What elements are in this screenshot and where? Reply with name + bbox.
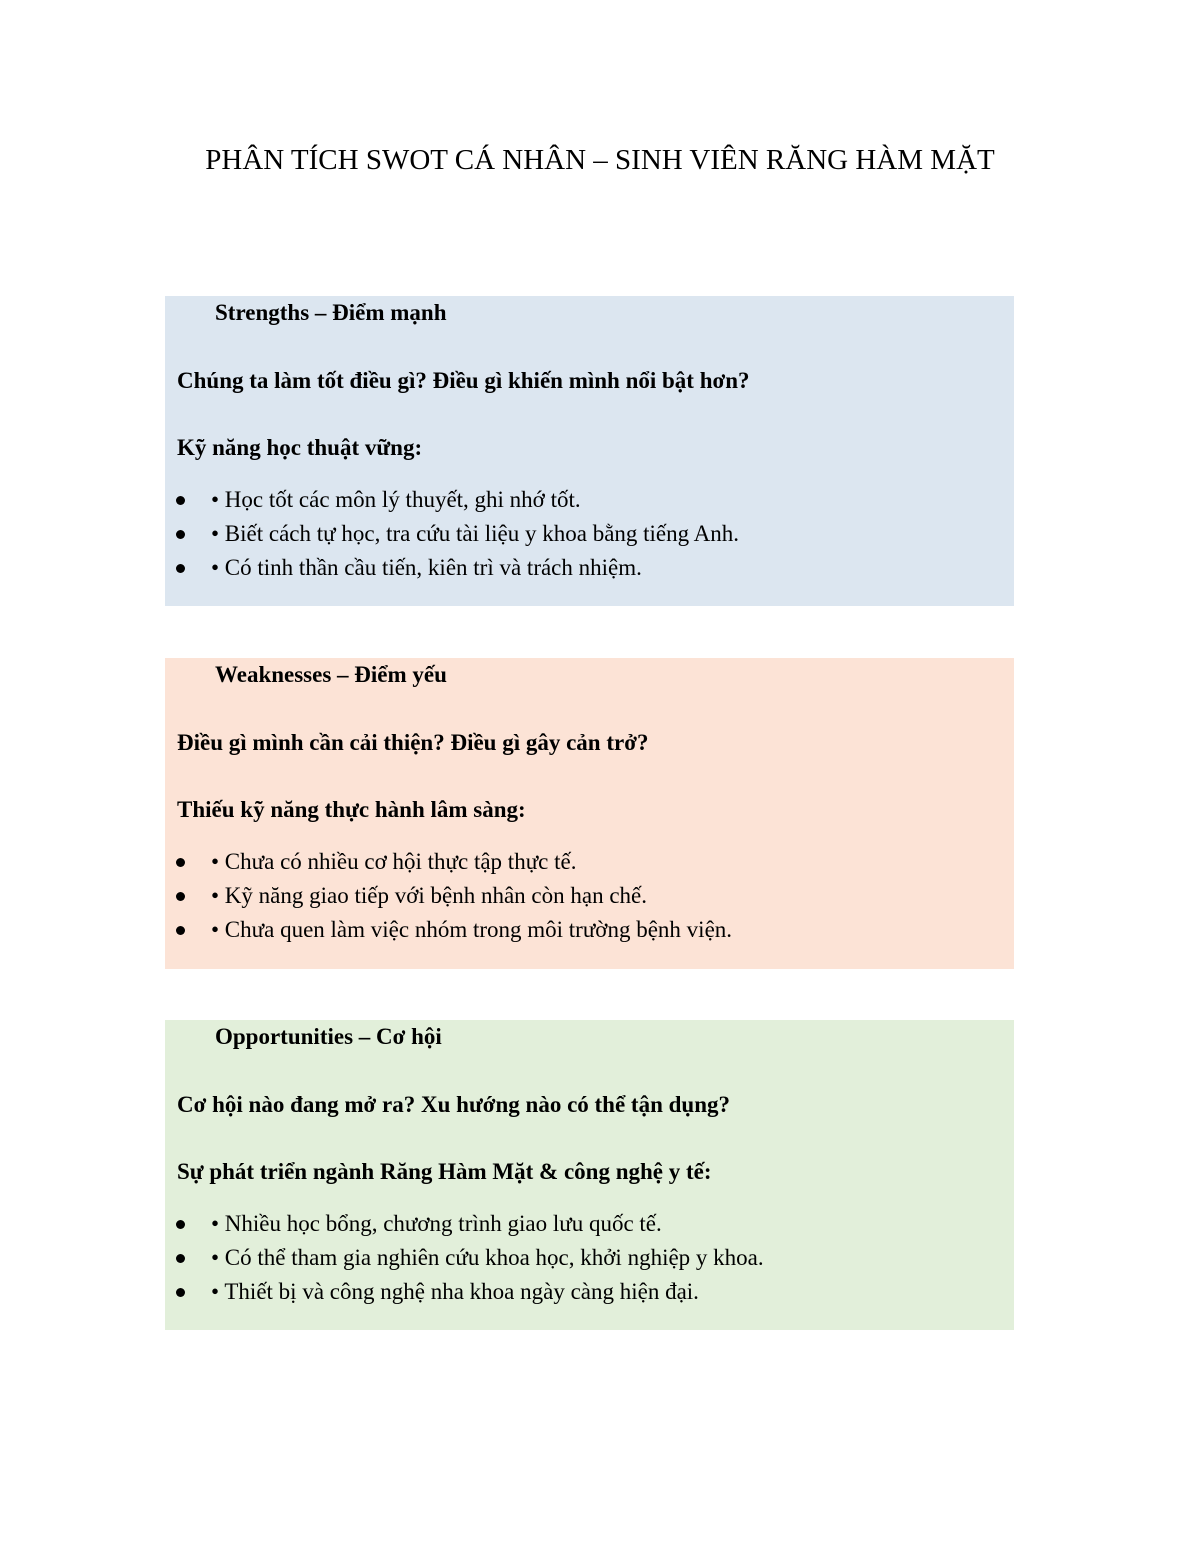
- document-title: PHÂN TÍCH SWOT CÁ NHÂN – SINH VIÊN RĂNG HÀM MẶT: [205, 144, 995, 176]
- section-heading: Strengths – Điểm mạnh: [215, 300, 447, 325]
- list-item-text: • Chưa có nhiều cơ hội thực tập thực tế.: [211, 849, 577, 874]
- list-item-text: • Thiết bị và công nghệ nha khoa ngày càng hiện đại.: [211, 1279, 699, 1304]
- bullet-icon: [176, 858, 185, 867]
- section-question: Chúng ta làm tốt điều gì? Điều gì khiến mình nổi bật hơn?: [177, 368, 750, 393]
- section-heading: Weaknesses – Điểm yếu: [215, 662, 447, 687]
- bullet-icon: [176, 530, 185, 539]
- list-item-text: • Biết cách tự học, tra cứu tài liệu y khoa bằng tiếng Anh.: [211, 521, 739, 546]
- section-subheading: Kỹ năng học thuật vững:: [177, 435, 423, 460]
- list-item-text: • Có tinh thần cầu tiến, kiên trì và trách nhiệm.: [211, 555, 642, 580]
- bullet-icon: [176, 496, 185, 505]
- bullet-icon: [176, 1254, 185, 1263]
- list-item-text: • Kỹ năng giao tiếp với bệnh nhân còn hạn chế.: [211, 883, 648, 908]
- bullet-icon: [176, 1288, 185, 1297]
- list-item-text: • Có thể tham gia nghiên cứu khoa học, khởi nghiệp y khoa.: [211, 1245, 764, 1270]
- list-item-text: • Học tốt các môn lý thuyết, ghi nhớ tốt.: [211, 487, 581, 512]
- section-opportunities: [165, 1020, 1014, 1330]
- section-subheading: Sự phát triển ngành Răng Hàm Mặt & công nghệ y tế:: [177, 1159, 712, 1184]
- section-strengths: [165, 296, 1014, 606]
- section-question: Cơ hội nào đang mở ra? Xu hướng nào có thể tận dụng?: [177, 1092, 731, 1117]
- bullet-icon: [176, 926, 185, 935]
- section-weaknesses: [165, 658, 1014, 969]
- bullet-icon: [176, 892, 185, 901]
- list-item-text: • Nhiều học bổng, chương trình giao lưu quốc tế.: [211, 1211, 662, 1236]
- bullet-icon: [176, 564, 185, 573]
- section-heading: Opportunities – Cơ hội: [215, 1024, 442, 1049]
- section-question: Điều gì mình cần cải thiện? Điều gì gây cản trở?: [177, 730, 649, 755]
- bullet-icon: [176, 1220, 185, 1229]
- section-subheading: Thiếu kỹ năng thực hành lâm sàng:: [177, 797, 526, 822]
- list-item-text: • Chưa quen làm việc nhóm trong môi trường bệnh viện.: [211, 917, 733, 942]
